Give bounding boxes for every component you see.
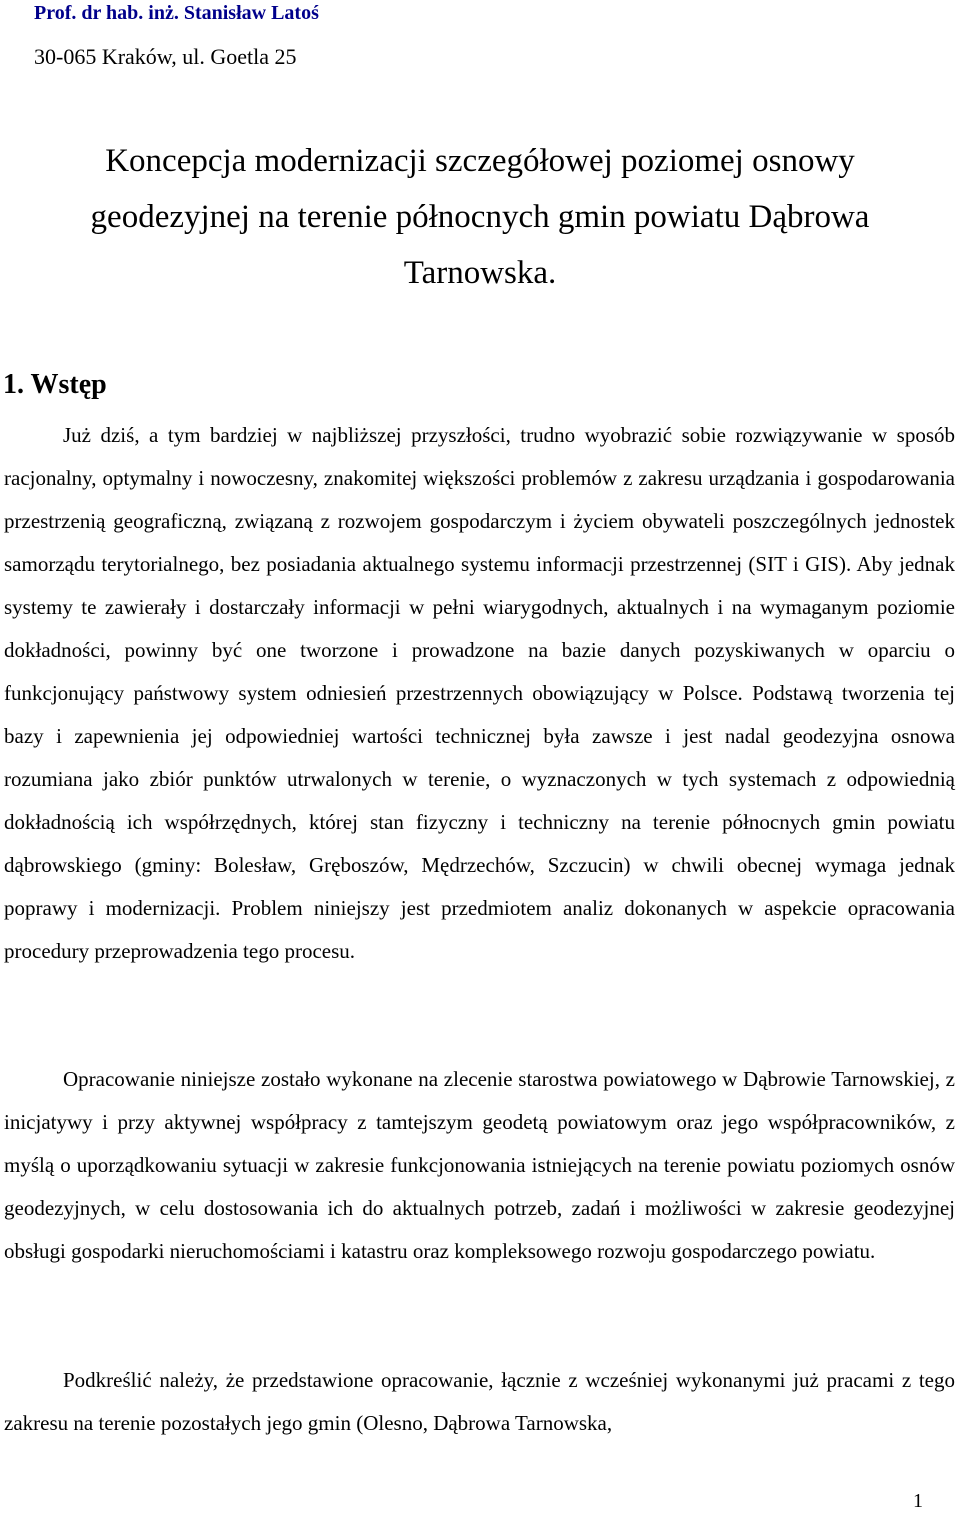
paragraph-3: Podkreślić należy, że przedstawione opracowanie, łącznie z wcześniej wykonanymi już pracami z tego zakresu na terenie pozostałych jego gmin (Olesno, Dąbrowa Tarnowska,: [4, 1368, 955, 1435]
title-line-2: geodezyjnej na terenie północnych gmin powiatu Dąbrowa: [90, 199, 870, 235]
author-address: 30-065 Kraków, ul. Goetla 25: [34, 44, 297, 69]
paragraph-2: Opracowanie niniejsze zostało wykonane na zlecenie starostwa powiatowego w Dąbrowie Tarnowskiej, z inicjatywy i przy aktywnej współpracy z tamtejszym geodetą powiatowym oraz jego współpracowników, z myślą o uporządkowaniu sytuacji w zakresie funkcjonowania istniejących na terenie powiatu poziomych osnów geodezyjnych, w celu dostosowania ich do aktualnych potrzeb, zadań i możliwości w zakresie geodezyjnej obsługi gospodarki nieruchomościami i katastru oraz kompleksowego rozwoju gospodarczego powiatu.: [4, 1067, 955, 1263]
document-title: [0, 133, 960, 301]
section-heading: 1. Wstęp: [3, 369, 107, 400]
title-line-1: Koncepcja modernizacji szczegółowej poziomej osnowy: [105, 143, 855, 179]
page-number: 1: [913, 1490, 923, 1512]
paragraph-1: Już dziś, a tym bardziej w najbliższej przyszłości, trudno wyobrazić sobie rozwiązywanie w sposób racjonalny, optymalny i nowoczesny, znakomitej większości problemów z zakresu urządzania i gospodarowania przestrzenią geograficzną, związaną z rozwojem gospodarczym i życiem obywateli poszczególnych jednostek samorządu terytorialnego, bez posiadania aktualnego systemu informacji przestrzennej (SIT i GIS). Aby jednak systemy te zawierały i dostarczały informacji w pełni wiarygodnych, aktualnych i na wymaganym poziomie dokładności, powinny być one tworzone i prowadzone na bazie danych pozyskiwanych w oparciu o funkcjonujący państwowy system odniesień przestrzennych obowiązujący w Polsce. Podstawą tworzenia tej bazy i zapewnienia jej odpowiedniej wartości technicznej była zawsze i jest nadal geodezyjna osnowa rozumiana jako zbiór punktów utrwalonych w terenie, o wyznaczonych w tych systemach z odpowiednią dokładnością ich współrzędnych, której stan fizyczny i techniczny na terenie północnych gmin powiatu dąbrowskiego (gminy: Bolesław, Gręboszów, Mędrzechów, Szczucin) w chwili obecnej wymaga jednak poprawy i modernizacji. Problem niniejszy jest przedmiotem analiz dokonanych w aspekcie opracowania procedury przeprowadzenia tego procesu.: [4, 423, 955, 963]
author-name: Prof. dr hab. inż. Stanisław Latoś: [34, 2, 319, 24]
title-line-3: Tarnowska.: [403, 255, 557, 291]
